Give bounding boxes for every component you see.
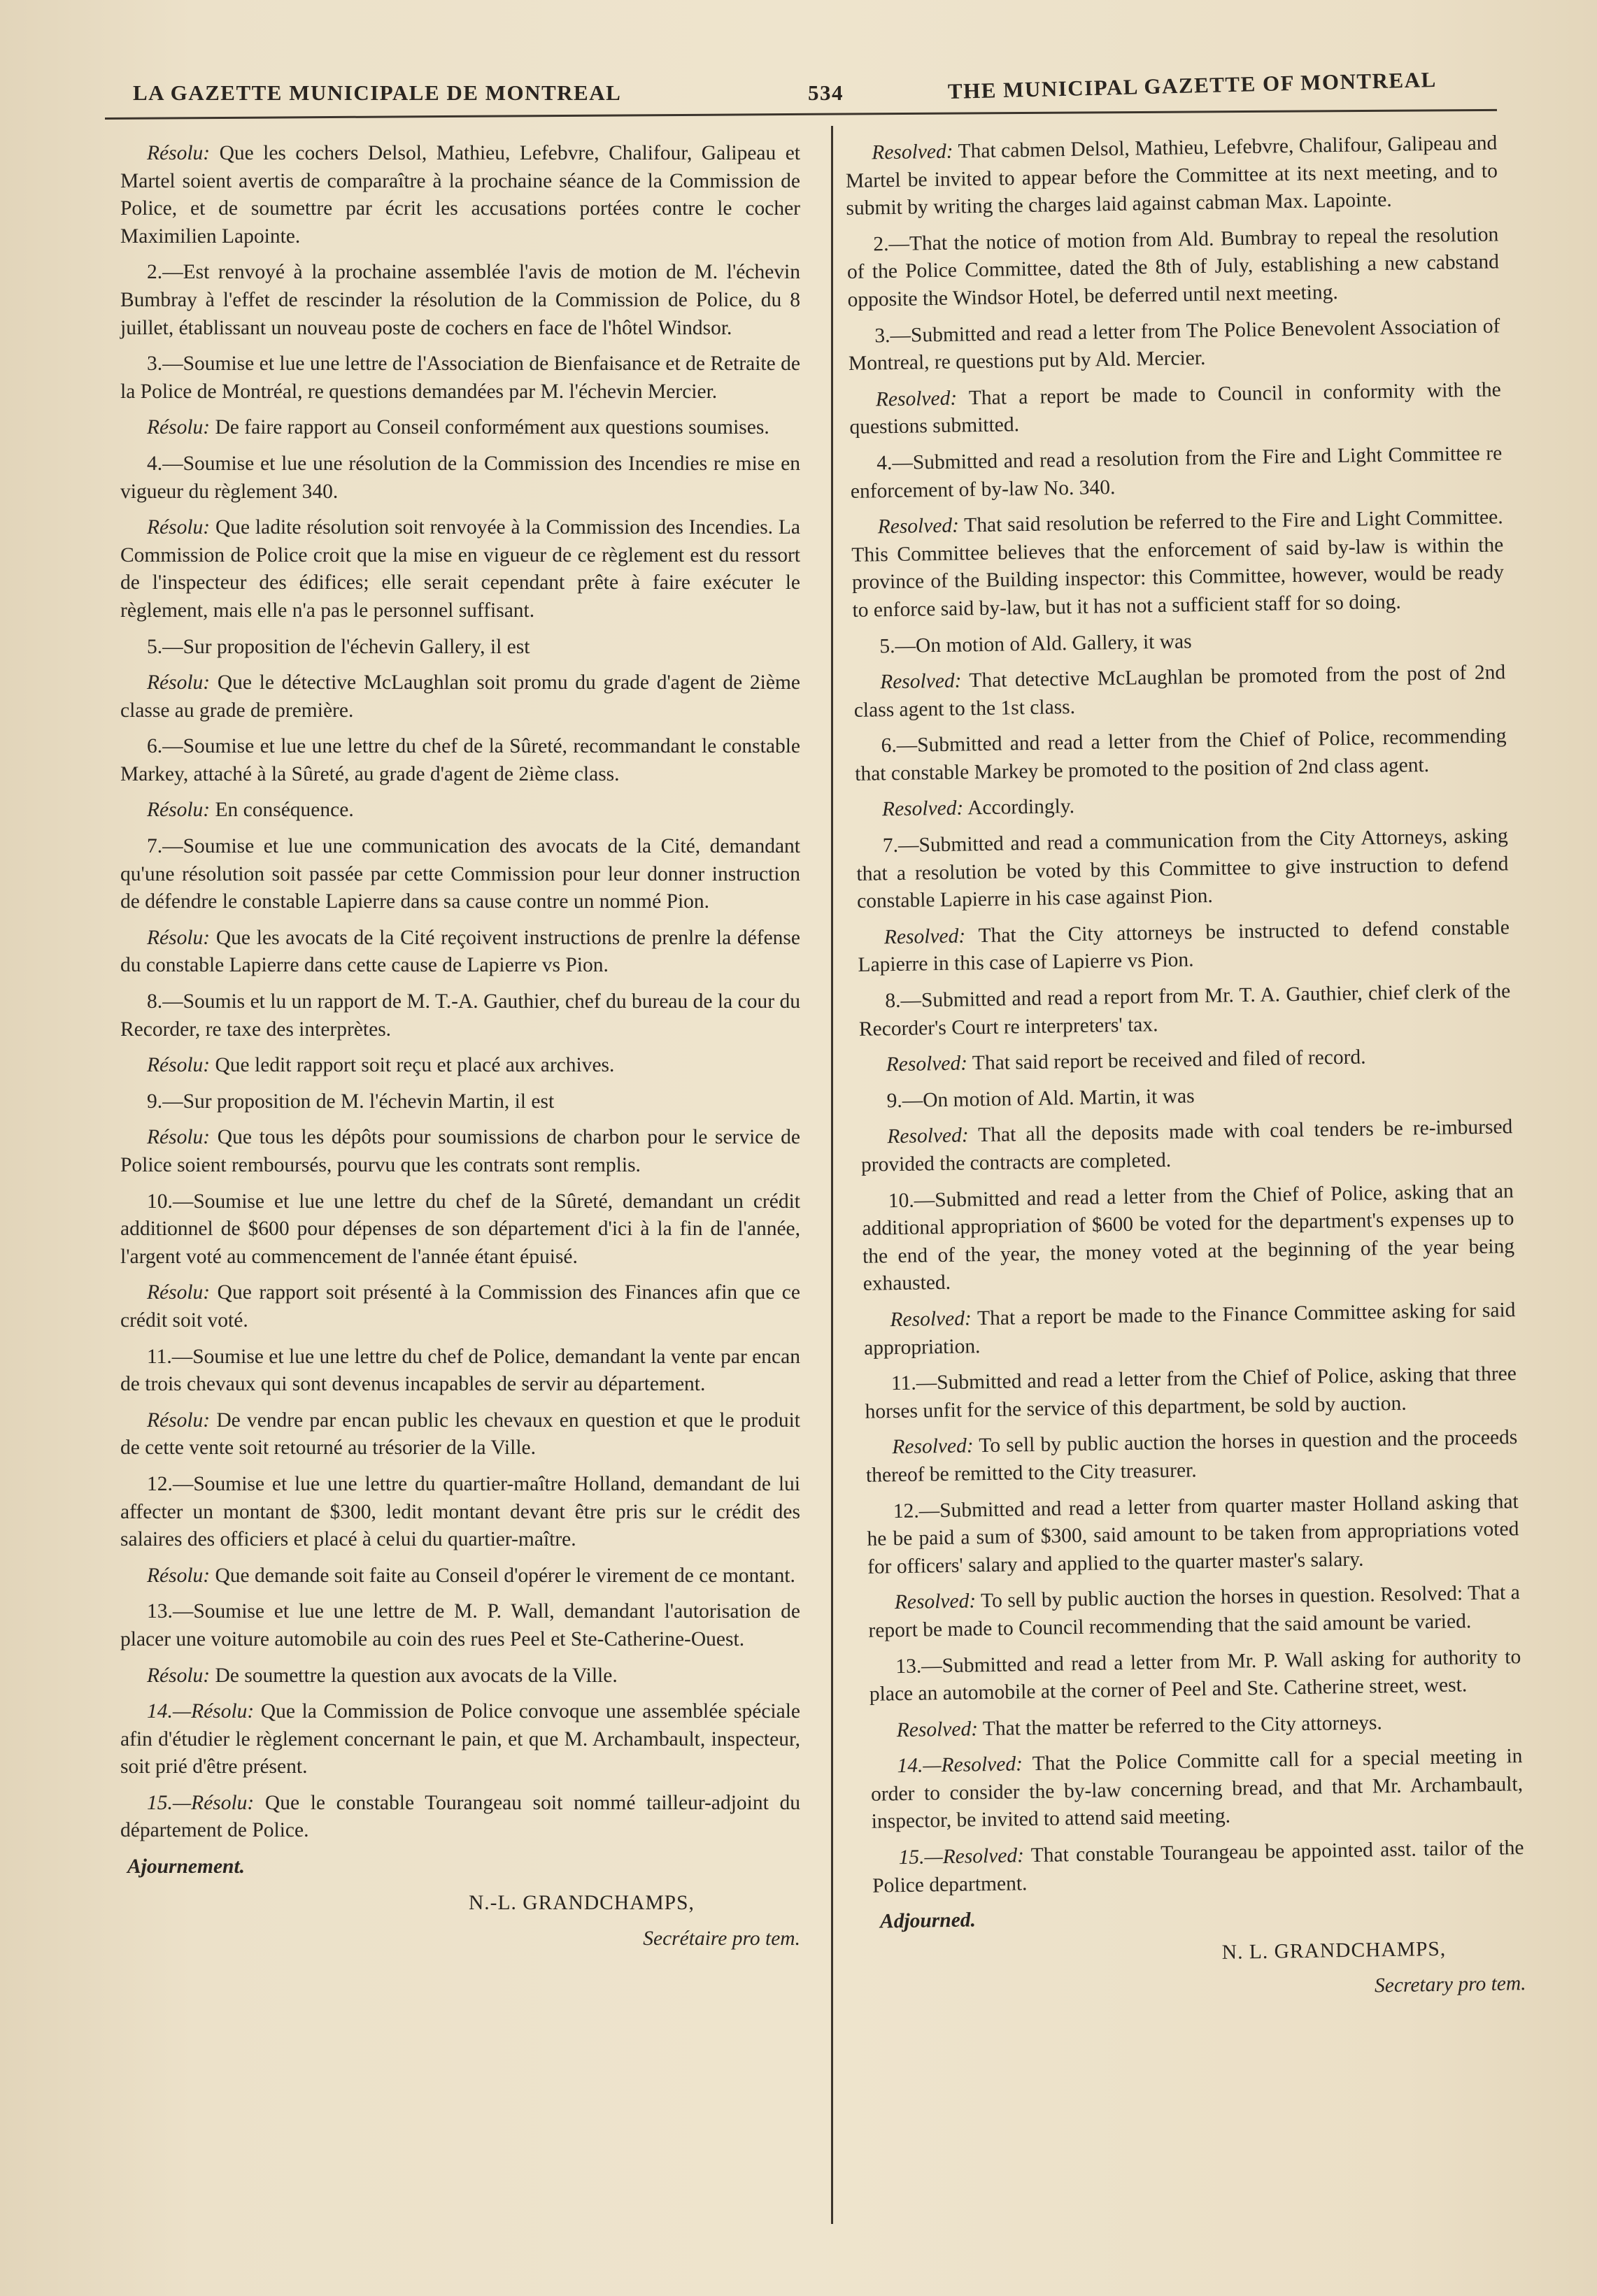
resolution-lead: Resolved: [890,1307,972,1332]
paragraph [120,1188,800,1271]
paragraph [120,988,800,1043]
paragraph-text: That a report be made to Council in conformity with the questions submitted. [849,378,1501,439]
resolution-lead: 14.—Resolved: [897,1753,1023,1778]
paragraph-text: Que ladite résolution soit renvoyée à la Commission des Incendies. La Commission de Police croit que la mise en vigueur de ce règlement est du ressort de l'inspecteur des édifices; elle serait cependant prête à faire exécuter le règlement, mais elle n'a pas le personnel suffisant. [120,516,800,622]
resolution-lead: Résolu: [147,1409,211,1432]
paragraph-text: 8.—Submitted and read a report from Mr. T. A. Gauthier, chief clerk of the Recorder's Court re interpreters' tax. [858,980,1511,1041]
resolution-lead: Résolu: [147,1664,211,1687]
paragraph-text: De soumettre la question aux avocats de la Ville. [210,1664,618,1687]
paragraph-text: 4.—Submitted and read a resolution from the Fire and Light Committee re enforcement of by-law No. 340. [850,442,1503,503]
paragraph-text: 6.—Submitted and read a letter from the Chief of Police, recommending that constable Markey be promoted to the position of 2nd class agent. [854,725,1507,785]
paragraph-text: 13.—Submitted and read a letter from Mr. P. Wall asking for authority to place an automobile at the corner of Peel and Ste. Catherine street, west. [869,1645,1521,1706]
paragraph [868,1579,1521,1645]
paragraph-text: That said report be received and filed of record. [967,1046,1366,1075]
paragraph-text: 13.—Soumise et lue une lettre de M. P. Wall, demandant l'autorisation de placer une voiture automobile au coin des rues Peel et Ste-Catherine-Ouest. [120,1600,800,1650]
paragraph [870,1743,1524,1836]
paragraph-text: 6.—Soumise et lue une lettre du chef de la Sûreté, recommandant le constable Markey, attaché à la Sûreté, au grade d'agent de 2ième class. [120,735,800,785]
resolution-lead: 15.—Resolved: [898,1844,1025,1869]
signature-title: Secretary pro tem. [1374,1972,1526,1997]
paragraph-text: 12.—Soumise et lue une lettre du quartier-maître Holland, demandant de lui affecter un montant de $300, ledit montant devant être pris sur le crédit des salaires des officiers et placé à celui du quartier-maître. [120,1472,800,1551]
paragraph-text: 3.—Submitted and read a letter from The Police Benevolent Association of Montreal, re questions put by Ald. Mercier. [848,314,1500,376]
paragraph [120,1343,800,1399]
paragraph [856,787,1508,825]
adjournment: Adjourned. [879,1909,977,1933]
paragraph-text: De faire rapport au Conseil conformément aux questions soumises. [210,416,769,439]
resolution-lead: Resolved: [887,1124,969,1148]
paragraph-text: 10.—Submitted and read a letter from the Chief of Police, asking that an additional appropriation of $600 be voted for the department's expenses up to the end of the year, the money voted at the beginning of the year being exhausted. [862,1179,1515,1296]
signature-name: N. L. GRANDCHAMPS, [1221,1937,1447,1964]
resolution-lead: 15.—Résolu: [147,1791,255,1814]
paragraph-text: 7.—Soumise et lue une communication des avocats de la Cité, demandant qu'une résolution soit passée par cette Commission pour leur donner instruction de défendre le constable Lapierre dans sa cause contre un nommé Pion. [120,835,800,913]
paragraph-text: That said resolution be referred to the Fire and Light Committee. This Committee believes that the enforcement of said by-law is within the province of the Building inspector: this Committee, however, would be ready to enforce said by-law, but it has not a sufficient staff for so doing. [851,506,1505,622]
paragraph-text: Que les avocats de la Cité reçoivent instructions de prenlre la défense du constable Lapierre dans cette cause de Lapierre vs Pion. [120,926,800,977]
paragraph [120,259,800,342]
paragraph [120,450,800,506]
paragraph [120,1052,800,1080]
paragraph-text: Que demande soit faite au Conseil d'opérer le virement de ce montant. [210,1564,795,1587]
resolution-lead: Résolu: [147,416,211,439]
resolution-lead: 14.—Résolu: [147,1700,255,1723]
paragraph-text: 10.—Soumise et lue une lettre du chef de la Sûreté, demandant un crédit additionnel de $600 pour dépenses de son département d'ici à la fin de l'année, l'argent voté au commencement de l'année étant épuisé. [120,1190,800,1268]
paragraph-text: 5.—Sur proposition de l'échevin Gallery, il est [147,635,530,658]
paragraph [851,504,1504,625]
paragraph [120,1790,800,1845]
paragraph [120,1698,800,1781]
resolution-lead: Resolved: [875,387,958,411]
paragraph-text: Que le constable Tourangeau soit nommé tailleur-adjoint du département de Police. [120,1791,800,1842]
paragraph [865,1424,1518,1490]
paragraph [120,1598,800,1653]
paragraph [872,1834,1524,1900]
resolution-lead: Resolved: [877,514,960,539]
paragraph-text: Accordingly. [963,795,1075,820]
resolution-lead: Résolu: [147,1564,211,1587]
paragraph [856,822,1510,915]
paragraph [853,623,1505,661]
signature-title: Secrétaire pro tem. [643,1927,800,1951]
paragraph [120,634,800,662]
paragraph-text: That all the deposits made with coal tenders be re-imbursed provided the contracts are completed. [860,1115,1513,1176]
paragraph [120,669,800,725]
paragraph-text: That the matter be referred to the City attorneys. [977,1711,1382,1740]
paragraph [120,797,800,825]
paragraph [870,1707,1522,1745]
paragraph [858,978,1511,1043]
paragraph [120,1471,800,1554]
paragraph-text: That the Police Committe call for a special meeting in order to consider the by-law concerning bread, and that Mr. Archambault, inspector, be invited to attend said meeting. [870,1745,1524,1834]
paragraph-text: That detective McLaughlan be promoted from the post of 2nd class agent to the 1st class. [853,661,1506,722]
resolution-lead: Résolu: [147,516,211,539]
paragraph-text: To sell by public auction the horses in question and the proceeds thereof be remitted to the City treasurer. [865,1426,1518,1487]
resolution-lead: Résolu: [147,671,211,694]
adjournment: Ajournement. [127,1855,246,1878]
paragraph [120,1124,800,1179]
paragraph [120,414,800,442]
paragraph [120,833,800,916]
paragraph-text: That the City attorneys be instructed to defend constable Lapierre in this case of Lapierre vs Pion. [858,916,1510,977]
paragraph [120,1662,800,1690]
paragraph [120,514,800,625]
paragraph-text: 8.—Soumis et lu un rapport de M. T.-A. Gauthier, chef du bureau de la cour du Recorder, re taxe des interprètes. [120,990,800,1041]
paragraph [867,1488,1520,1581]
paragraph [863,1297,1516,1362]
paragraph-text: 5.—On motion of Ald. Gallery, it was [879,629,1192,657]
paragraph [869,1643,1521,1709]
paragraph [120,925,800,980]
paragraph-text: 11.—Soumise et lue une lettre du chef de Police, demandant la vente par encan de trois chevaux qui sont devenus incapables de servir au département. [120,1345,800,1396]
resolution-lead: Résolu: [147,142,211,164]
paragraph-text: De vendre par encan public les chevaux en question et que le produit de cette vente soit retourné au trésorier de la Ville. [120,1409,800,1460]
resolution-lead: Resolved: [894,1590,977,1614]
paragraph-text: That a report be made to the Finance Committee asking for said appropriation. [863,1299,1516,1360]
resolution-lead: Resolved: [886,1052,968,1076]
column-divider [831,126,833,2224]
paragraph-text: 12.—Submitted and read a letter from quarter master Holland asking that he be paid a sum of $300, said amount to be taken from appropriations voted for officers' salary and applied to the quarter master's salary. [867,1490,1519,1578]
header-french-title: LA GAZETTE MUNICIPALE DE MONTREAL [133,80,622,105]
page-number: 534 [808,80,844,105]
paragraph-text: That constable Tourangeau be appointed asst. tailor of the Police department. [872,1837,1524,1897]
paragraph-text: To sell by public auction the horses in question. Resolved: That a report be made to Council recommending that the said amount be varied. [868,1581,1521,1642]
paragraph-text: 3.—Soumise et lue une lettre de l'Association de Bienfaisance et de Retraite de la Police de Montréal, re questions demandées par M. l'échevin Mercier. [120,352,800,403]
french-column [120,140,800,1962]
resolution-lead: Résolu: [147,1281,211,1304]
paragraph [860,1078,1512,1115]
english-column [845,129,1526,2016]
paragraph [845,129,1498,222]
header-english-title: THE MUNICIPAL GAZETTE OF MONTREAL [947,66,1438,104]
paragraph-text: 9.—On motion of Ald. Martin, it was [886,1085,1195,1113]
paragraph-text: 9.—Sur proposition de M. l'échevin Martin, il est [147,1090,555,1113]
paragraph-text: Que rapport soit présenté à la Commission des Finances afin que ce crédit soit voté. [120,1281,800,1332]
paragraph-text: Que ledit rapport soit reçu et placé aux archives. [210,1054,615,1077]
paragraph [120,350,800,406]
paragraph [120,1279,800,1334]
paragraph [850,440,1503,506]
paragraph-text: En conséquence. [210,799,354,822]
paragraph-text: Que le détective McLaughlan soit promu du grade d'agent de 2ième classe au grade de première. [120,671,800,722]
paragraph [120,1407,800,1462]
paragraph [120,1088,800,1116]
resolution-lead: Resolved: [896,1717,979,1741]
paragraph-text: Que la Commission de Police convoque une assemblée spéciale afin d'étudier le règlement concernant le pain, et que M. Archambault, inspecteur, soit prié d'être présent. [120,1700,800,1778]
paragraph-text: 4.—Soumise et lue une résolution de la Commission des Incendies re mise en vigueur du règlement 340. [120,452,800,503]
paragraph-text: 7.—Submitted and read a communication from the City Attorneys, asking that a resolution be voted by this Committee to give instruction to defend constable Lapierre in his case against Pion. [856,825,1509,913]
resolution-lead: Resolved: [881,797,964,821]
resolution-lead: Résolu: [147,799,211,822]
paragraph [854,723,1507,789]
paragraph [120,1562,800,1590]
resolution-lead: Resolved: [883,925,966,949]
resolution-lead: Resolved: [879,669,962,694]
paragraph-text: That cabmen Delsol, Mathieu, Lefebvre, Chalifour, Galipeau and Martel be invited to appear before the Committee at its next meeting, and to submit by writing the charges laid against cabman Max. Lapointe. [845,131,1498,220]
paragraph [860,1114,1513,1180]
paragraph-text: 2.—Est renvoyé à la prochaine assemblée l'avis de motion de M. l'échevin Bumbray à l'effet de rescinder la résolution de la Commission de Police, du 8 juillet, établissant un nouveau poste de cochers en face de l'hôtel Windsor. [120,261,800,339]
paragraph [853,659,1506,725]
paragraph [858,914,1510,980]
signature-name: N.-L. GRANDCHAMPS, [469,1891,695,1914]
paragraph [120,140,800,250]
paragraph [849,376,1502,442]
resolution-lead: Résolu: [147,926,211,949]
resolution-lead: Resolved: [892,1434,974,1459]
paragraph [862,1178,1515,1299]
paragraph [848,313,1500,378]
paragraph [859,1041,1512,1079]
resolution-lead: Resolved: [872,140,953,164]
paragraph [865,1360,1517,1426]
paragraph-text: 2.—That the notice of motion from Ald. Bumbray to repeal the resolution of the Police Committee, dated the 8th of July, establishing a new cabstand opposite the Windsor Hotel, be deferred until next meeting. [846,223,1500,311]
resolution-lead: Résolu: [147,1054,211,1077]
resolution-lead: Résolu: [147,1126,211,1149]
paragraph-text: Que les cochers Delsol, Mathieu, Lefebvre, Chalifour, Galipeau et Martel soient avertis de comparaître à la prochaine séance de la Commission de Police, et de soumettre par écrit les accusations portées contre le cocher Maximilien Lapointe. [120,142,800,248]
paragraph [846,221,1500,314]
paragraph-text: 11.—Submitted and read a letter from the Chief of Police, asking that three horses unfit for the service of this department, be sold by auction. [865,1362,1517,1423]
paragraph-text: Que tous les dépôts pour soumissions de charbon pour le service de Police soient remboursés, pourvu que les contrats sont remplis. [120,1126,800,1176]
paragraph [120,733,800,788]
